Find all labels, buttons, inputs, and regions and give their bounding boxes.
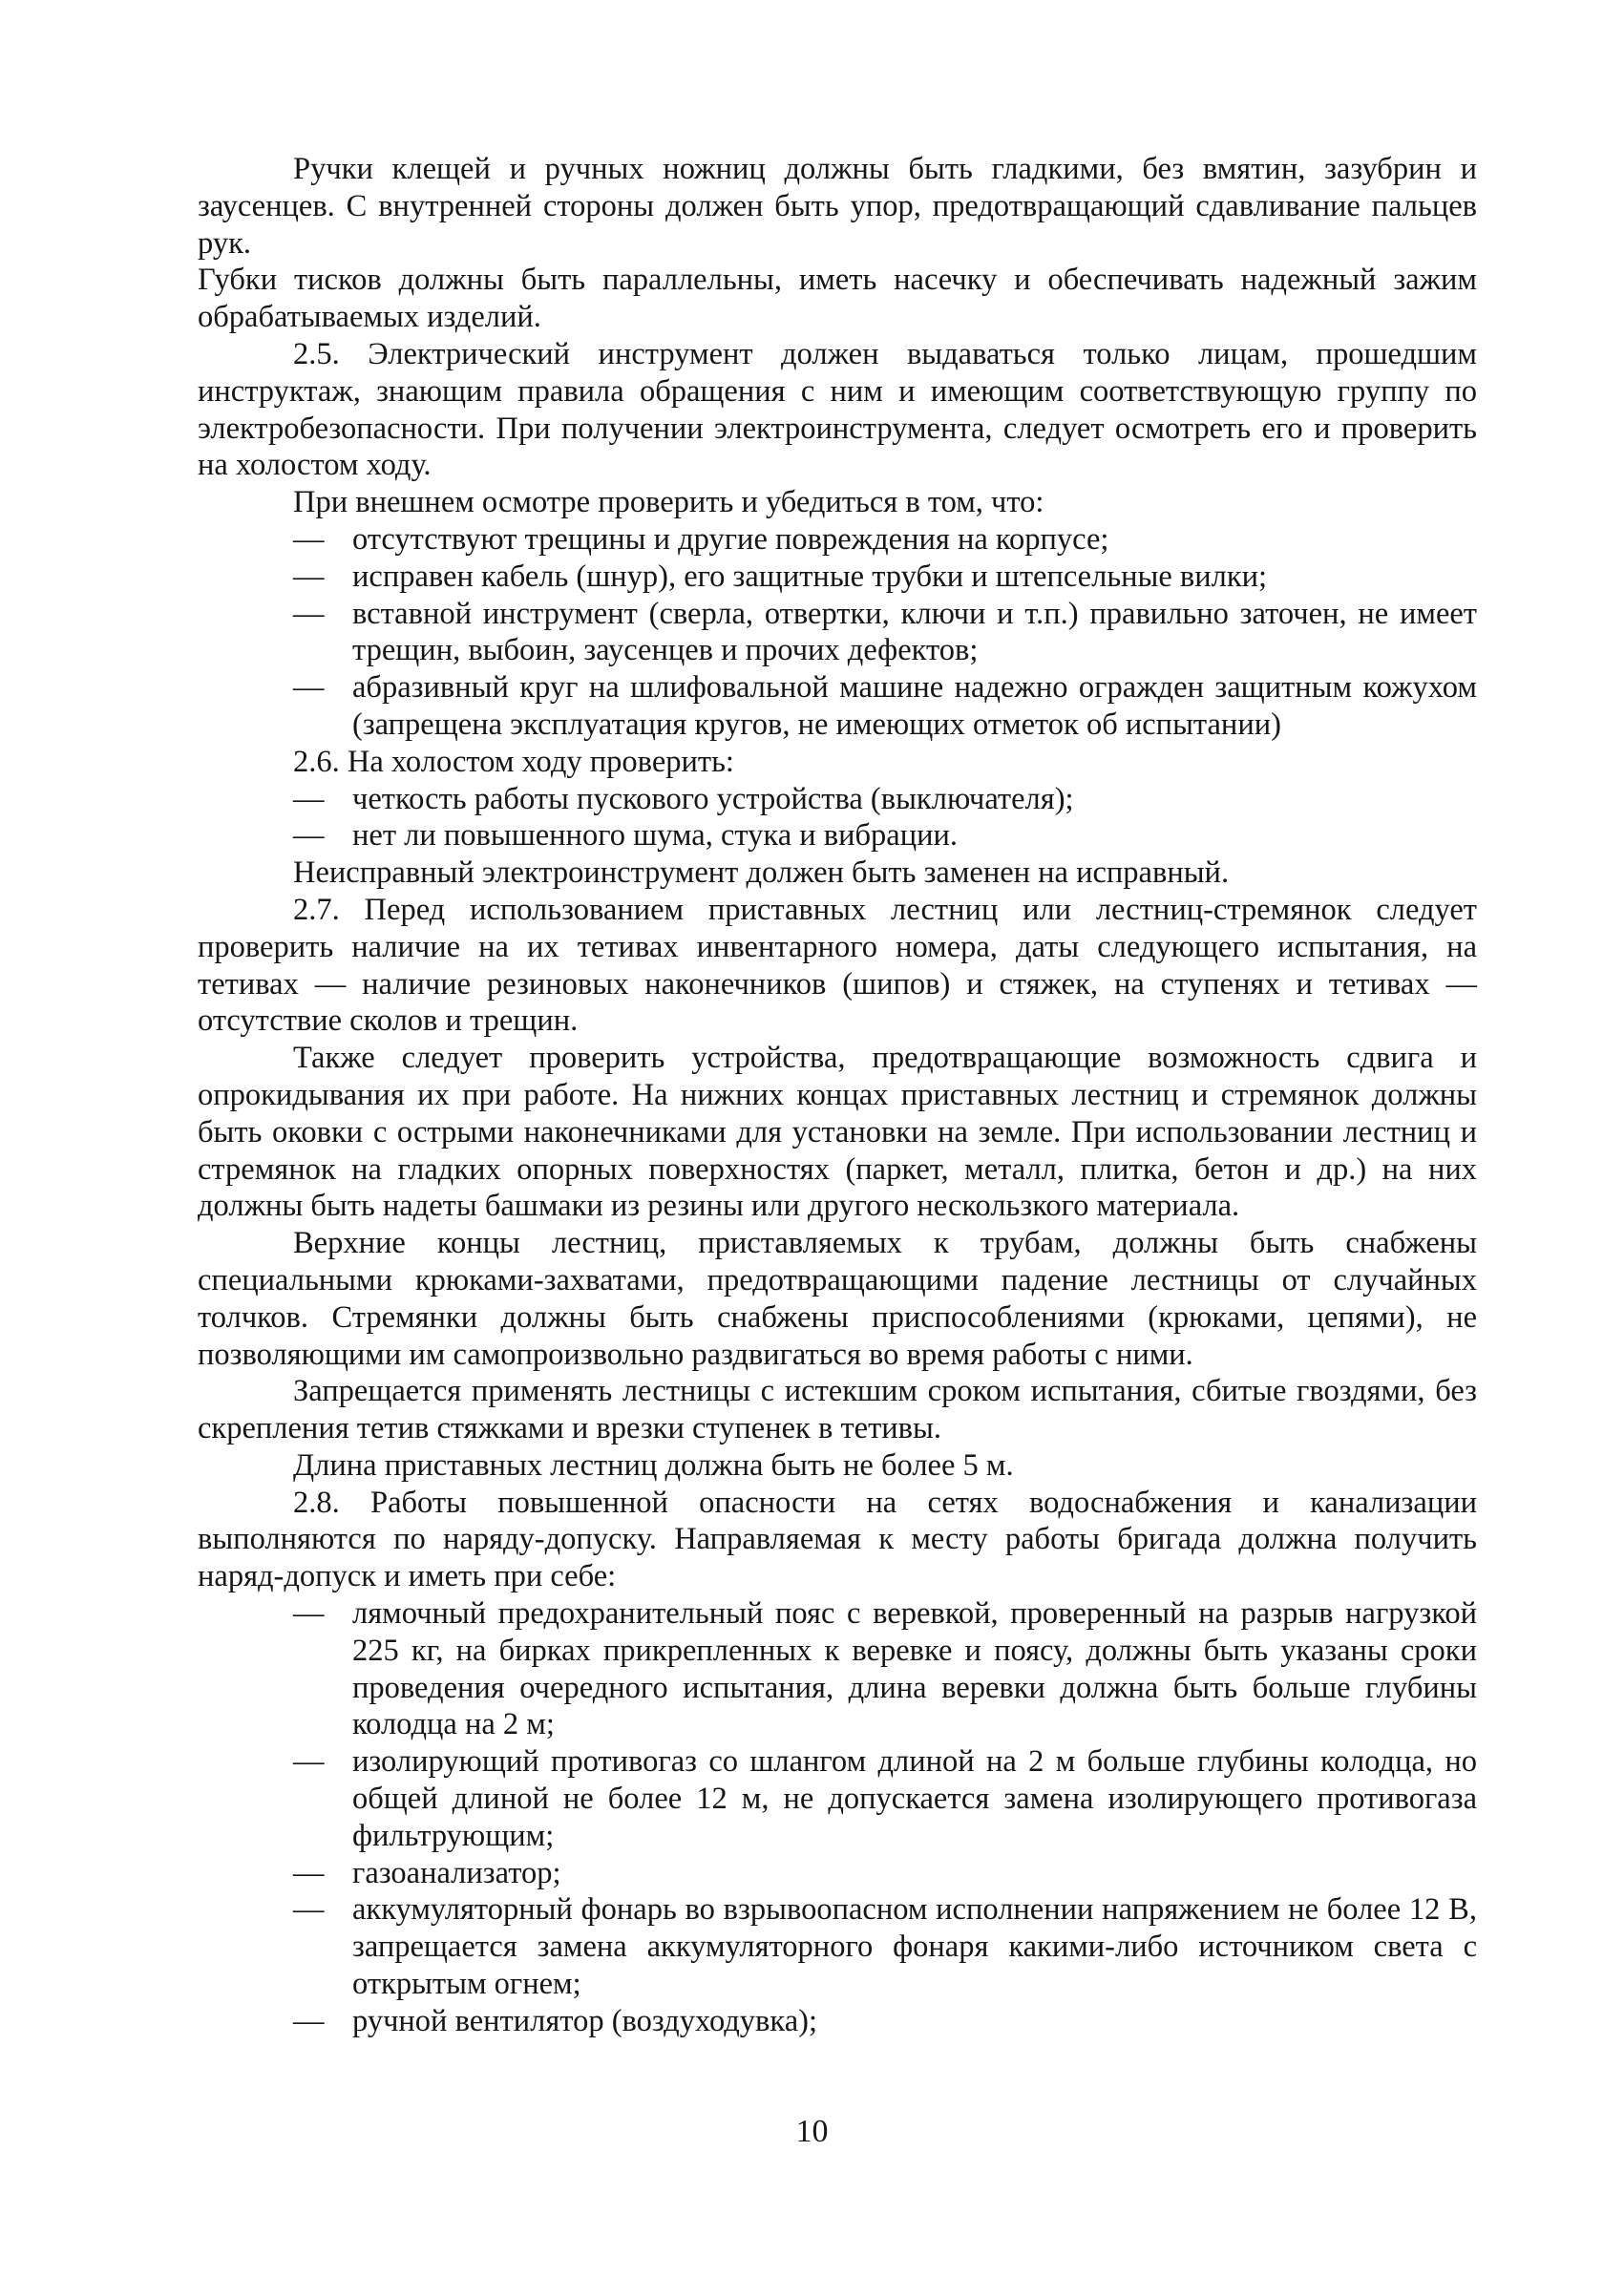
document-body xyxy=(198,151,1477,2040)
paragraph: 2.6. На холостом ходу проверить: xyxy=(293,744,734,779)
list-item-text: вставной инструмент (сверла, отвертки, ключи и т.п.) правильно заточен, не имеет трещин, выбоин, заусенцев и прочих дефектов; xyxy=(352,596,1477,668)
list-item-text: исправен кабель (шнур), его защитные трубки и штепсельные вилки; xyxy=(352,559,1268,594)
list-item xyxy=(198,781,1477,818)
list-item-text: нет ли повышенного шума, стука и вибрации. xyxy=(352,818,959,854)
paragraph: При внешнем осмотре проверить и убедиться в том, что: xyxy=(293,485,1044,520)
dash-bullet: — xyxy=(293,1855,325,1890)
list-item xyxy=(198,1855,1477,1892)
paragraph: Неисправный электроинструмент должен быть заменен на исправный. xyxy=(293,855,1230,891)
paragraph: 2.7. Перед использованием приставных лестниц или лестниц-стремянок следует проверить наличие на их тетивах инвентарного номера, даты следующего испытания, на тетивах — наличие резиновых наконечников (шипов) и стяжек, на ступенях и тетивах — отсутствие сколов и трещин. xyxy=(198,892,1477,1039)
dash-bullet: — xyxy=(293,521,325,557)
list-item-text: ручной вентилятор (воздуходувка); xyxy=(352,2003,817,2038)
page-number: 10 xyxy=(795,2114,829,2149)
dash-bullet: — xyxy=(293,670,325,706)
paragraph: Губки тисков должны быть параллельны, иметь насечку и обеспечивать надежный зажим обрабатываемых изделий. xyxy=(198,263,1477,335)
list-item-text: аккумуляторный фонарь во взрывоопасном исполнении напряжением не более 12 В, запрещается замена аккумуляторного фонаря какими-либо источником света с открытым огнем; xyxy=(352,1892,1477,2002)
paragraph: Длина приставных лестниц должна быть не более 5 м. xyxy=(293,1447,1014,1483)
list-item-text: изолирующий противогаз со шлангом длиной на 2 м больше глубины колодца, но общей длиной не более 12 м, не допускается замена изолирующего противогаза фильтрующим; xyxy=(352,1744,1477,1853)
list-item xyxy=(198,2003,1477,2040)
paragraph: Ручки клещей и ручных ножниц должны быть гладкими, без вмятин, зазубрин и заусенцев. С внутренней стороны должен быть упор, предотвращающий сдавливание пальцев рук. xyxy=(198,152,1477,261)
list-item xyxy=(198,669,1477,744)
list-item-text: отсутствуют трещины и другие повреждения на корпусе; xyxy=(352,521,1109,557)
list-item xyxy=(198,521,1477,559)
list-item-text: лямочный предохранительный пояс с веревкой, проверенный на разрыв нагрузкой 225 кг, на бирках прикрепленных к веревке и поясу, должны быть указаны сроки проведения очередного испытания, длина веревки должна быть больше глубины колодца на 2 м; xyxy=(352,1596,1477,1742)
list-item-text: газоанализатор; xyxy=(352,1855,561,1890)
dash-bullet: — xyxy=(293,1744,325,1780)
list-item xyxy=(198,559,1477,596)
list-item-text: четкость работы пускового устройства (выключателя); xyxy=(352,781,1074,816)
dash-bullet: — xyxy=(293,781,325,816)
paragraph: Запрещается применять лестницы с истекшим сроком испытания, сбитые гвоздями, без скрепления тетив стяжками и врезки ступенек в тетивы. xyxy=(198,1374,1477,1446)
list-item xyxy=(198,817,1477,854)
list-item xyxy=(198,1743,1477,1854)
dash-bullet: — xyxy=(293,818,325,854)
paragraph: Верхние концы лестниц, приставляемых к трубам, должны быть снабжены специальными крюками-захватами, предотвращающими падение лестницы от случайных толчков. Стремянки должны быть снабжены приспособлениями (крюками, цепями), не позволяющими им самопроизвольно раздвигаться во время работы с ними. xyxy=(198,1226,1477,1372)
paragraph: 2.8. Работы повышенной опасности на сетях водоснабжения и канализации выполняются по наряду-допуску. Направляемая к месту работы бригада должна получить наряд-допуск и иметь при себе: xyxy=(198,1485,1477,1594)
dash-bullet: — xyxy=(293,1892,325,1928)
dash-bullet: — xyxy=(293,2003,325,2038)
dash-bullet: — xyxy=(293,559,325,594)
paragraph: Также следует проверить устройства, предотвращающие возможность сдвига и опрокидывания их при работе. На нижних концах приставных лестниц и стремянок должны быть оковки с острыми наконечниками для установки на земле. При использовании лестниц и стремянок на гладких опорных поверхностях (паркет, металл, плитка, бетон и др.) на них должны быть надеты башмаки из резины или другого нескользкого материала. xyxy=(198,1041,1477,1224)
dash-bullet: — xyxy=(293,1596,325,1632)
dash-bullet: — xyxy=(293,596,325,631)
list-item-text: абразивный круг на шлифовальной машине надежно огражден защитным кожухом (запрещена эксплуатация кругов, не имеющих отметок об испытании) xyxy=(352,670,1477,742)
list-item xyxy=(198,596,1477,670)
list-item xyxy=(198,1891,1477,2002)
list-item xyxy=(198,1595,1477,1743)
paragraph: 2.5. Электрический инструмент должен выдаваться только лицам, прошедшим инструктаж, знающим правила обращения с ним и имеющим соответствующую группу по электробезопасности. При получении электроинструмента, следует осмотреть его и проверить на холостом ходу. xyxy=(198,336,1477,483)
